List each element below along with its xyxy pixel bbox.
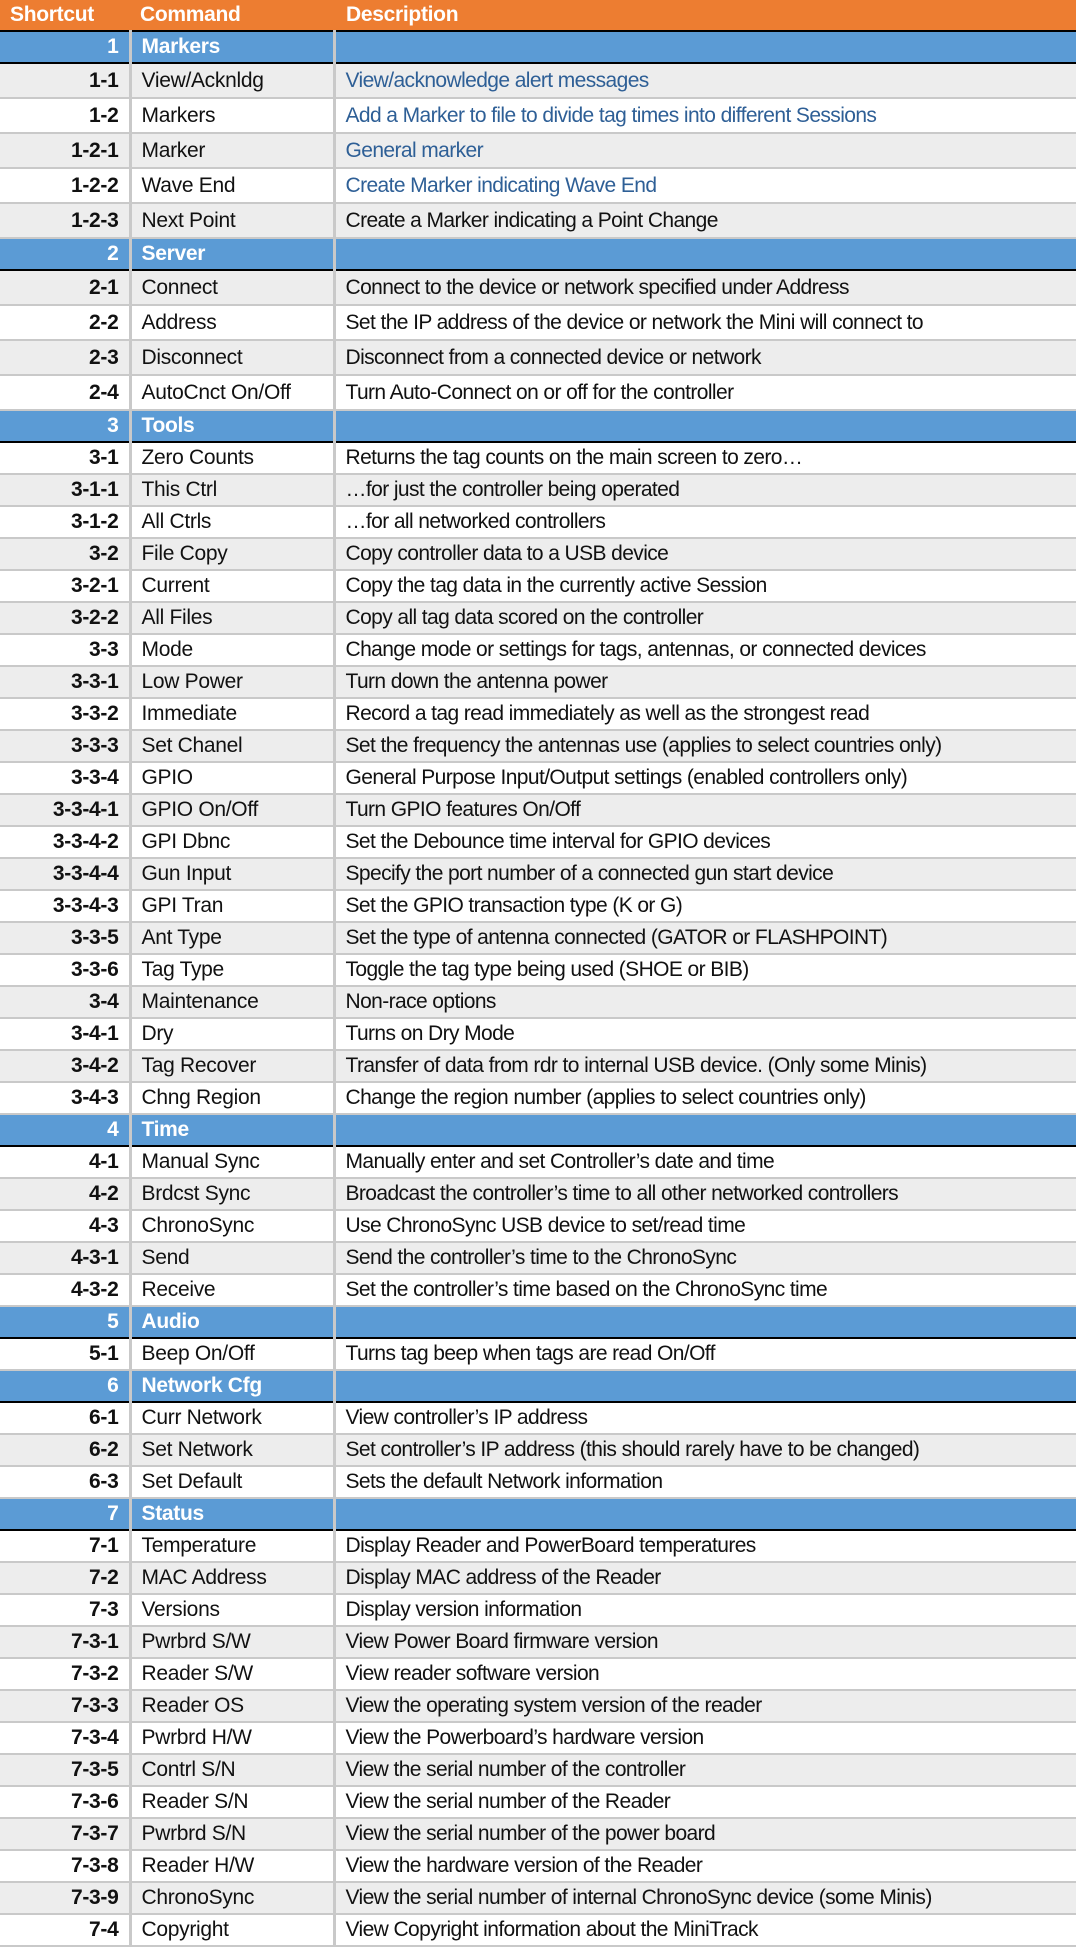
section-description: [334, 1498, 1076, 1530]
table-row: [0, 666, 1076, 698]
table-row: [0, 1018, 1076, 1050]
description-cell: Turns on Dry Mode: [334, 1018, 1076, 1050]
command-cell: Wave End: [130, 168, 334, 203]
table-row: [0, 133, 1076, 168]
table-row: [0, 1242, 1076, 1274]
command-cell: Set Chanel: [130, 730, 334, 762]
table-row: [0, 1914, 1076, 1946]
shortcut-cell: 2-2: [0, 305, 130, 340]
command-cell: Send: [130, 1242, 334, 1274]
table-row: [0, 922, 1076, 954]
column-header-description: Description: [334, 0, 1076, 31]
table-row: [0, 826, 1076, 858]
section-title: Audio: [130, 1306, 334, 1338]
description-cell[interactable]: Add a Marker to file to divide tag times into different Sessions: [334, 98, 1076, 133]
table-row: [0, 1882, 1076, 1914]
section-shortcut: 2: [0, 238, 130, 270]
description-cell: Change mode or settings for tags, antennas, or connected devices: [334, 634, 1076, 666]
shortcut-cell: 3-3-1: [0, 666, 130, 698]
table-header-row: [0, 0, 1076, 31]
command-cell: This Ctrl: [130, 474, 334, 506]
command-cell: GPIO On/Off: [130, 794, 334, 826]
shortcut-cell: 3-3-6: [0, 954, 130, 986]
shortcut-cell: 4-1: [0, 1146, 130, 1178]
description-cell[interactable]: General marker: [334, 133, 1076, 168]
section-row: [0, 31, 1076, 63]
table-row: [0, 1178, 1076, 1210]
description-cell: Copy the tag data in the currently active Session: [334, 570, 1076, 602]
command-cell: ChronoSync: [130, 1882, 334, 1914]
shortcut-cell: 6-2: [0, 1434, 130, 1466]
description-cell: Sets the default Network information: [334, 1466, 1076, 1498]
shortcut-cell: 7-3-9: [0, 1882, 130, 1914]
command-cell: Chng Region: [130, 1082, 334, 1114]
command-cell: Versions: [130, 1594, 334, 1626]
command-cell: Set Network: [130, 1434, 334, 1466]
table-row: [0, 270, 1076, 305]
command-cell: Reader S/N: [130, 1786, 334, 1818]
shortcut-cell: 2-1: [0, 270, 130, 305]
description-cell: Specify the port number of a connected gun start device: [334, 858, 1076, 890]
command-cell: Immediate: [130, 698, 334, 730]
shortcut-cell: 1-2: [0, 98, 130, 133]
shortcut-cell: 7-3-3: [0, 1690, 130, 1722]
description-cell: Copy all tag data scored on the controller: [334, 602, 1076, 634]
command-cell: Connect: [130, 270, 334, 305]
section-description: [334, 1114, 1076, 1146]
shortcut-cell: 4-3: [0, 1210, 130, 1242]
description-cell: …for all networked controllers: [334, 506, 1076, 538]
description-cell: Turn Auto-Connect on or off for the controller: [334, 375, 1076, 410]
section-description: [334, 31, 1076, 63]
section-shortcut: 4: [0, 1114, 130, 1146]
shortcut-cell: 3-3-2: [0, 698, 130, 730]
shortcut-cell: 3-4: [0, 986, 130, 1018]
command-cell: Zero Counts: [130, 442, 334, 474]
description-cell: Display Reader and PowerBoard temperatures: [334, 1530, 1076, 1562]
command-cell: Set Default: [130, 1466, 334, 1498]
command-cell: GPI Tran: [130, 890, 334, 922]
description-cell: Disconnect from a connected device or network: [334, 340, 1076, 375]
description-cell: Create a Marker indicating a Point Change: [334, 203, 1076, 238]
table-row: [0, 570, 1076, 602]
shortcut-cell: 3-3-4-3: [0, 890, 130, 922]
shortcut-cell: 3-3-4-1: [0, 794, 130, 826]
shortcut-cell: 6-3: [0, 1466, 130, 1498]
command-cell: Receive: [130, 1274, 334, 1306]
table-row: [0, 1626, 1076, 1658]
command-cell: Manual Sync: [130, 1146, 334, 1178]
command-cell: Curr Network: [130, 1402, 334, 1434]
description-cell: Send the controller’s time to the ChronoSync: [334, 1242, 1076, 1274]
command-cell: Disconnect: [130, 340, 334, 375]
description-cell: Set the IP address of the device or network the Mini will connect to: [334, 305, 1076, 340]
description-cell: Use ChronoSync USB device to set/read time: [334, 1210, 1076, 1242]
command-cell: GPIO: [130, 762, 334, 794]
description-cell: Turn down the antenna power: [334, 666, 1076, 698]
shortcut-cell: 3-2: [0, 538, 130, 570]
shortcut-cell: 7-3-1: [0, 1626, 130, 1658]
description-cell: View the hardware version of the Reader: [334, 1850, 1076, 1882]
section-row: [0, 238, 1076, 270]
shortcut-cell: 3-1-1: [0, 474, 130, 506]
command-cell: Temperature: [130, 1530, 334, 1562]
command-cell: Marker: [130, 133, 334, 168]
description-cell: Set the GPIO transaction type (K or G): [334, 890, 1076, 922]
shortcut-cell: 7-3-6: [0, 1786, 130, 1818]
table-row: [0, 634, 1076, 666]
shortcut-cell: 2-3: [0, 340, 130, 375]
description-cell: General Purpose Input/Output settings (enabled controllers only): [334, 762, 1076, 794]
table-row: [0, 1338, 1076, 1370]
command-cell: Pwrbrd S/W: [130, 1626, 334, 1658]
shortcut-cell: 7-3-2: [0, 1658, 130, 1690]
shortcut-cell: 3-3-3: [0, 730, 130, 762]
command-cell: Reader H/W: [130, 1850, 334, 1882]
command-cell: Mode: [130, 634, 334, 666]
table-row: [0, 1434, 1076, 1466]
description-cell: …for just the controller being operated: [334, 474, 1076, 506]
command-cell: GPI Dbnc: [130, 826, 334, 858]
shortcut-cell: 3-1-2: [0, 506, 130, 538]
table-row: [0, 203, 1076, 238]
command-cell: Low Power: [130, 666, 334, 698]
command-cell: Address: [130, 305, 334, 340]
table-row: [0, 1146, 1076, 1178]
table-row: [0, 1050, 1076, 1082]
shortcut-cell: 3-3-4-2: [0, 826, 130, 858]
description-cell: Copy controller data to a USB device: [334, 538, 1076, 570]
description-cell: Turn GPIO features On/Off: [334, 794, 1076, 826]
description-cell: Transfer of data from rdr to internal USB device. (Only some Minis): [334, 1050, 1076, 1082]
description-cell: Manually enter and set Controller’s date and time: [334, 1146, 1076, 1178]
section-title: Status: [130, 1498, 334, 1530]
command-cell: MAC Address: [130, 1562, 334, 1594]
description-cell: Turns tag beep when tags are read On/Off: [334, 1338, 1076, 1370]
command-cell: Dry: [130, 1018, 334, 1050]
shortcut-cell: 3-3-4: [0, 762, 130, 794]
table-row: [0, 98, 1076, 133]
command-cell: Pwrbrd H/W: [130, 1722, 334, 1754]
description-cell: Set the controller’s time based on the ChronoSync time: [334, 1274, 1076, 1306]
description-cell: Set the frequency the antennas use (applies to select countries only): [334, 730, 1076, 762]
section-title: Network Cfg: [130, 1370, 334, 1402]
table-row: [0, 890, 1076, 922]
description-cell: Set the Debounce time interval for GPIO devices: [334, 826, 1076, 858]
table-row: [0, 602, 1076, 634]
table-body: [0, 31, 1076, 1946]
description-cell: View reader software version: [334, 1658, 1076, 1690]
shortcut-cell: 7-3-8: [0, 1850, 130, 1882]
command-cell: All Files: [130, 602, 334, 634]
table-row: [0, 954, 1076, 986]
shortcut-cell: 1-2-1: [0, 133, 130, 168]
description-cell: View the operating system version of the reader: [334, 1690, 1076, 1722]
command-cell: Next Point: [130, 203, 334, 238]
table-row: [0, 762, 1076, 794]
description-cell: Change the region number (applies to select countries only): [334, 1082, 1076, 1114]
description-cell: Record a tag read immediately as well as the strongest read: [334, 698, 1076, 730]
section-row: [0, 1370, 1076, 1402]
command-cell: Current: [130, 570, 334, 602]
table-row: [0, 442, 1076, 474]
shortcut-cell: 3-2-1: [0, 570, 130, 602]
section-title: Markers: [130, 31, 334, 63]
description-cell: Toggle the tag type being used (SHOE or BIB): [334, 954, 1076, 986]
shortcut-cell: 3-4-1: [0, 1018, 130, 1050]
section-shortcut: 7: [0, 1498, 130, 1530]
description-cell: Non-race options: [334, 986, 1076, 1018]
description-cell: Broadcast the controller’s time to all other networked controllers: [334, 1178, 1076, 1210]
description-cell: View the serial number of the power board: [334, 1818, 1076, 1850]
table-row: [0, 1850, 1076, 1882]
section-shortcut: 5: [0, 1306, 130, 1338]
table-row: [0, 794, 1076, 826]
section-shortcut: 1: [0, 31, 130, 63]
description-cell: View the serial number of internal ChronoSync device (some Minis): [334, 1882, 1076, 1914]
command-cell: Brdcst Sync: [130, 1178, 334, 1210]
section-row: [0, 1114, 1076, 1146]
command-cell: View/Acknldg: [130, 63, 334, 98]
command-cell: All Ctrls: [130, 506, 334, 538]
command-cell: Gun Input: [130, 858, 334, 890]
shortcut-cell: 7-4: [0, 1914, 130, 1946]
shortcut-cell: 4-3-2: [0, 1274, 130, 1306]
table-row: [0, 63, 1076, 98]
table-row: [0, 506, 1076, 538]
description-cell: View the serial number of the controller: [334, 1754, 1076, 1786]
shortcut-cell: 6-1: [0, 1402, 130, 1434]
section-title: Tools: [130, 410, 334, 442]
command-cell: Tag Type: [130, 954, 334, 986]
shortcut-cell: 4-3-1: [0, 1242, 130, 1274]
command-cell: AutoCnct On/Off: [130, 375, 334, 410]
table-row: [0, 375, 1076, 410]
column-header-command: Command: [130, 0, 334, 31]
command-cell: Reader S/W: [130, 1658, 334, 1690]
description-cell: View the Powerboard’s hardware version: [334, 1722, 1076, 1754]
section-title: Server: [130, 238, 334, 270]
table-row: [0, 1786, 1076, 1818]
command-cell: Maintenance: [130, 986, 334, 1018]
section-description: [334, 1306, 1076, 1338]
description-cell: View Copyright information about the MiniTrack: [334, 1914, 1076, 1946]
table-row: [0, 1754, 1076, 1786]
table-row: [0, 1082, 1076, 1114]
shortcut-cell: 7-3-7: [0, 1818, 130, 1850]
command-cell: ChronoSync: [130, 1210, 334, 1242]
description-cell: View the serial number of the Reader: [334, 1786, 1076, 1818]
shortcut-cell: 7-3-4: [0, 1722, 130, 1754]
shortcut-cell: 3-4-2: [0, 1050, 130, 1082]
description-cell: Display MAC address of the Reader: [334, 1562, 1076, 1594]
command-cell: Pwrbrd S/N: [130, 1818, 334, 1850]
shortcut-cell: 3-1: [0, 442, 130, 474]
shortcut-cell: 3-3-4-4: [0, 858, 130, 890]
shortcut-cell: 3-3-5: [0, 922, 130, 954]
table-row: [0, 1818, 1076, 1850]
table-row: [0, 474, 1076, 506]
table-row: [0, 1690, 1076, 1722]
section-shortcut: 3: [0, 410, 130, 442]
description-cell: Set the type of antenna connected (GATOR or FLASHPOINT): [334, 922, 1076, 954]
section-title: Time: [130, 1114, 334, 1146]
table-row: [0, 1274, 1076, 1306]
command-cell: Copyright: [130, 1914, 334, 1946]
command-cell: Tag Recover: [130, 1050, 334, 1082]
section-row: [0, 410, 1076, 442]
shortcut-cell: 1-2-3: [0, 203, 130, 238]
shortcut-cell: 3-3: [0, 634, 130, 666]
shortcut-cell: 7-2: [0, 1562, 130, 1594]
table-row: [0, 730, 1076, 762]
table-row: [0, 1210, 1076, 1242]
shortcut-cell: 2-4: [0, 375, 130, 410]
section-row: [0, 1498, 1076, 1530]
table-row: [0, 1722, 1076, 1754]
description-cell: Connect to the device or network specified under Address: [334, 270, 1076, 305]
command-cell: File Copy: [130, 538, 334, 570]
shortcut-cell: 1-1: [0, 63, 130, 98]
table-row: [0, 1562, 1076, 1594]
command-cell: Beep On/Off: [130, 1338, 334, 1370]
section-description: [334, 238, 1076, 270]
table-row: [0, 1466, 1076, 1498]
table-row: [0, 305, 1076, 340]
command-cell: Reader OS: [130, 1690, 334, 1722]
table-row: [0, 986, 1076, 1018]
section-row: [0, 1306, 1076, 1338]
table-row: [0, 1594, 1076, 1626]
shortcut-cell: 3-4-3: [0, 1082, 130, 1114]
shortcut-cell: 1-2-2: [0, 168, 130, 203]
description-cell: View Power Board firmware version: [334, 1626, 1076, 1658]
section-description: [334, 1370, 1076, 1402]
description-cell: Returns the tag counts on the main screen to zero…: [334, 442, 1076, 474]
section-description: [334, 410, 1076, 442]
section-shortcut: 6: [0, 1370, 130, 1402]
shortcut-cell: 7-3: [0, 1594, 130, 1626]
shortcut-cell: 3-2-2: [0, 602, 130, 634]
table-row: [0, 168, 1076, 203]
table-row: [0, 340, 1076, 375]
table-row: [0, 1402, 1076, 1434]
table-row: [0, 858, 1076, 890]
shortcut-cell: 7-3-5: [0, 1754, 130, 1786]
command-cell: Contrl S/N: [130, 1754, 334, 1786]
description-cell[interactable]: View/acknowledge alert messages: [334, 63, 1076, 98]
shortcut-cell: 7-1: [0, 1530, 130, 1562]
shortcut-cell: 4-2: [0, 1178, 130, 1210]
table-row: [0, 1530, 1076, 1562]
table-row: [0, 538, 1076, 570]
column-header-shortcut: Shortcut: [0, 0, 130, 31]
description-cell: Display version information: [334, 1594, 1076, 1626]
description-cell[interactable]: Create Marker indicating Wave End: [334, 168, 1076, 203]
command-cell: Markers: [130, 98, 334, 133]
table-row: [0, 1658, 1076, 1690]
description-cell: View controller’s IP address: [334, 1402, 1076, 1434]
table-row: [0, 698, 1076, 730]
description-cell: Set controller’s IP address (this should rarely have to be changed): [334, 1434, 1076, 1466]
shortcut-cell: 5-1: [0, 1338, 130, 1370]
command-cell: Ant Type: [130, 922, 334, 954]
